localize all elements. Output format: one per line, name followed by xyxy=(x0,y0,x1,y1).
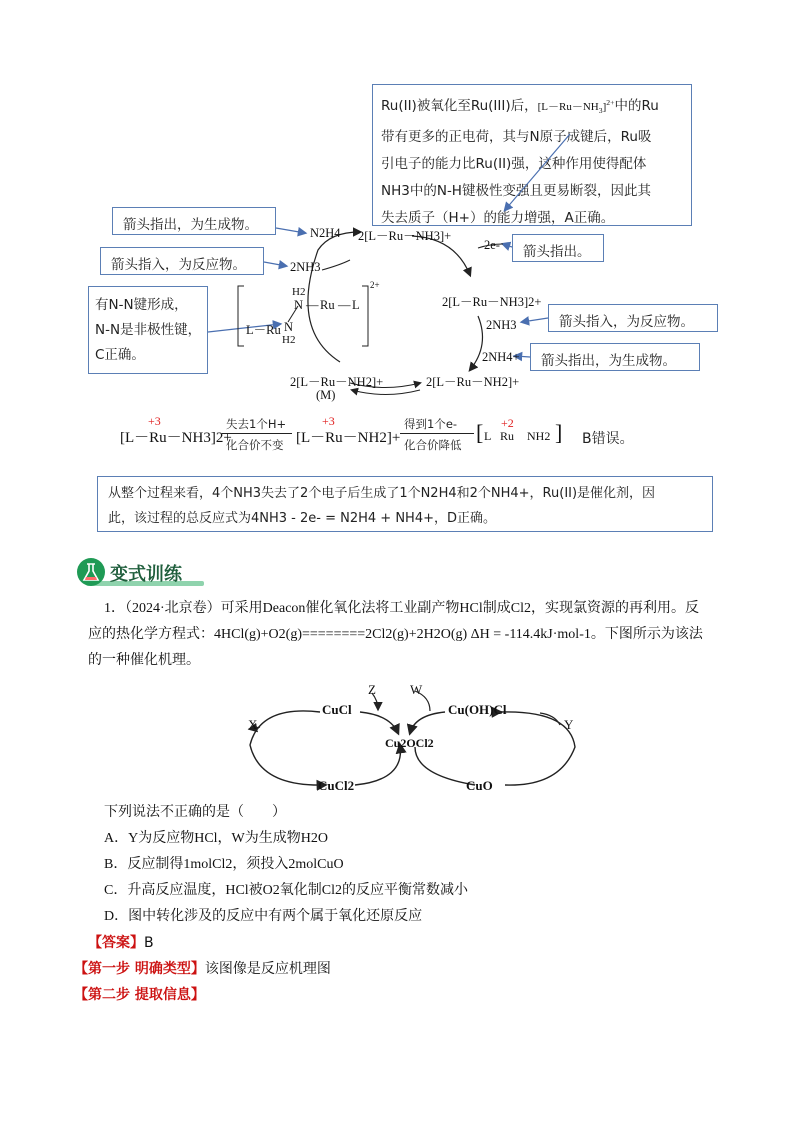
question-intro-l2: 应的热化学方程式：4HCl(g)+O2(g)========2Cl2(g)+2H2O(g) ΔH = -114.4kJ·mol-1。下图所示为该法 xyxy=(88,627,703,642)
cycle-m-label: (M) xyxy=(316,388,336,402)
summary-line-1: 从整个过程来看，4个NH3失去了2个电子后生成了1个N2H4和2个NH4+，Ru(II)是催化剂，因 xyxy=(108,486,656,501)
arrow2-bottom: 化合价降低 xyxy=(404,438,462,452)
callout-line-2: 带有更多的正电荷，其与N原子成键后，Ru吸 xyxy=(381,129,652,145)
cycle-n2h4: N2H4 xyxy=(310,226,341,240)
cycle-nh3-right: 2NH3 xyxy=(486,318,517,332)
ox-state-3: +2 xyxy=(501,416,514,430)
species-3-l: L xyxy=(484,429,492,443)
callout-arrow-out-right: 箭头指出。 xyxy=(512,234,604,262)
answer-value: B xyxy=(144,935,154,951)
species-3-nh2: NH2 xyxy=(527,429,551,443)
cycle-ru-right: 2[L－Ru－NH3]2+ xyxy=(442,295,542,309)
section-title: 变式训练 xyxy=(110,564,182,585)
option-b: B．反应制得1molCl2，须投入2molCuO xyxy=(104,857,344,872)
ru-cycle-arrows xyxy=(0,0,800,420)
option-a: A．Y为反应物HCl，W为生成物H2O xyxy=(104,831,328,846)
diagram-z: Z xyxy=(368,682,376,697)
callout-arrow-out-product-right: 箭头指出，为生成物。 xyxy=(530,343,700,371)
answer-line: 【答案】B xyxy=(88,935,154,951)
arrow1-top: 失去1个H+ xyxy=(226,417,287,431)
callout-line-3: 引电子的能力比Ru(II)强，这种作用使得配体 xyxy=(381,156,647,172)
option-c: C．升高反应温度，HCl被O2氧化制Cl2的反应平衡常数减小 xyxy=(104,883,469,898)
diagram-cuohcl: Cu(OH)Cl xyxy=(448,702,507,717)
left-loop xyxy=(250,711,325,785)
callout-arrow-in-reactant-left: 箭头指入，为反应物。 xyxy=(100,247,264,275)
callout-line-1a: Ru(II)被氧化至Ru(III)后， xyxy=(381,98,538,114)
summary-line-2: 此，该过程的总反应式为4NH3 - 2e- = N2H4 + NH4+，D正确。 xyxy=(108,511,496,526)
diagram-cucl2: CuCl2 xyxy=(318,778,355,793)
cycle-arc-left xyxy=(308,232,360,362)
callout-arrow-out-product-left: 箭头指出，为生成物。 xyxy=(112,207,276,235)
arrow2-line xyxy=(400,433,474,434)
species-3-ru: Ru xyxy=(500,429,515,443)
callout-nn-bond: 有N-N键形成， N-N是非极性键， C正确。 xyxy=(88,286,208,374)
callout-line-5: 失去质子（H+）的能力增强，A正确。 xyxy=(381,210,615,226)
callout-arrow-in-reactant-right: 箭头指入，为反应物。 xyxy=(548,304,718,332)
cycle-ru-bottom-left: 2[L－Ru－NH2]+ xyxy=(290,375,384,389)
diagram-w: W xyxy=(410,682,423,697)
step-1: 【第一步 明确类型】该图像是反应机理图 xyxy=(74,961,331,977)
diagram-cucl: CuCl xyxy=(322,702,352,717)
callout-line-4: NH3中的N-H键极性变强且更易断裂，因此其 xyxy=(381,183,651,199)
species-2: [L－Ru－NH2]+ xyxy=(296,430,401,446)
ox-state-1: +3 xyxy=(148,414,161,428)
arrow2-top: 得到1个e- xyxy=(404,417,458,431)
cycle-e-minus: 2e- xyxy=(484,238,500,252)
cycle-arc-right xyxy=(470,316,483,370)
diagram-x: X xyxy=(248,717,258,732)
diagram-cu2ocl2: Cu2OCl2 xyxy=(385,736,434,750)
verdict-b: B错误。 xyxy=(582,431,634,447)
ox-state-2: +3 xyxy=(322,414,335,428)
step-2: 【第二步 提取信息】 xyxy=(74,987,205,1003)
diagram-cuo: CuO xyxy=(466,778,493,793)
callout-line-1b: 中的Ru xyxy=(614,98,659,114)
cycle-nh4-right: 2NH4+ xyxy=(482,350,520,364)
question-prompt: 下列说法不正确的是（ ） xyxy=(104,805,286,820)
species-1: [L－Ru－NH3]2+ xyxy=(120,430,232,446)
cycle-ru-bottom-right: 2[L－Ru－NH2]+ xyxy=(426,375,520,389)
cycle-nh3-top-left: 2NH3 xyxy=(290,260,321,274)
callout-summary xyxy=(97,476,713,532)
diagram-y: Y xyxy=(564,717,574,732)
option-d: D．图中转化涉及的反应中有两个属于氧化还原反应 xyxy=(104,909,423,924)
cycle-ru-top: 2[L－Ru－NH3]+ xyxy=(358,229,452,243)
arrow1-bottom: 化合价不变 xyxy=(226,438,284,452)
question-intro-l1: 1．（2024·北京卷）可采用Deacon催化氧化法将工业副产物HCl制成Cl2，实现氯资源的再利用。反 xyxy=(104,601,699,616)
arrow1-line xyxy=(222,433,292,434)
question-intro-l3: 的一种催化机理。 xyxy=(88,653,200,668)
section-header xyxy=(76,557,206,589)
cycle-arc-nh3-in-left xyxy=(322,260,350,270)
callout-ru-oxidation: Ru(II)被氧化至Ru(III)后，$[L-Ru-NH_3]^{2+}$中的Ru 带有更多的正电荷，其与N原子成键后，Ru吸 引电子的能力比Ru(II)强，这种作用使得配体 NH3中的N-H键极性变强且更易断裂，因此其 失去质子（H+）的能力增强，A正确。 xyxy=(372,84,692,226)
